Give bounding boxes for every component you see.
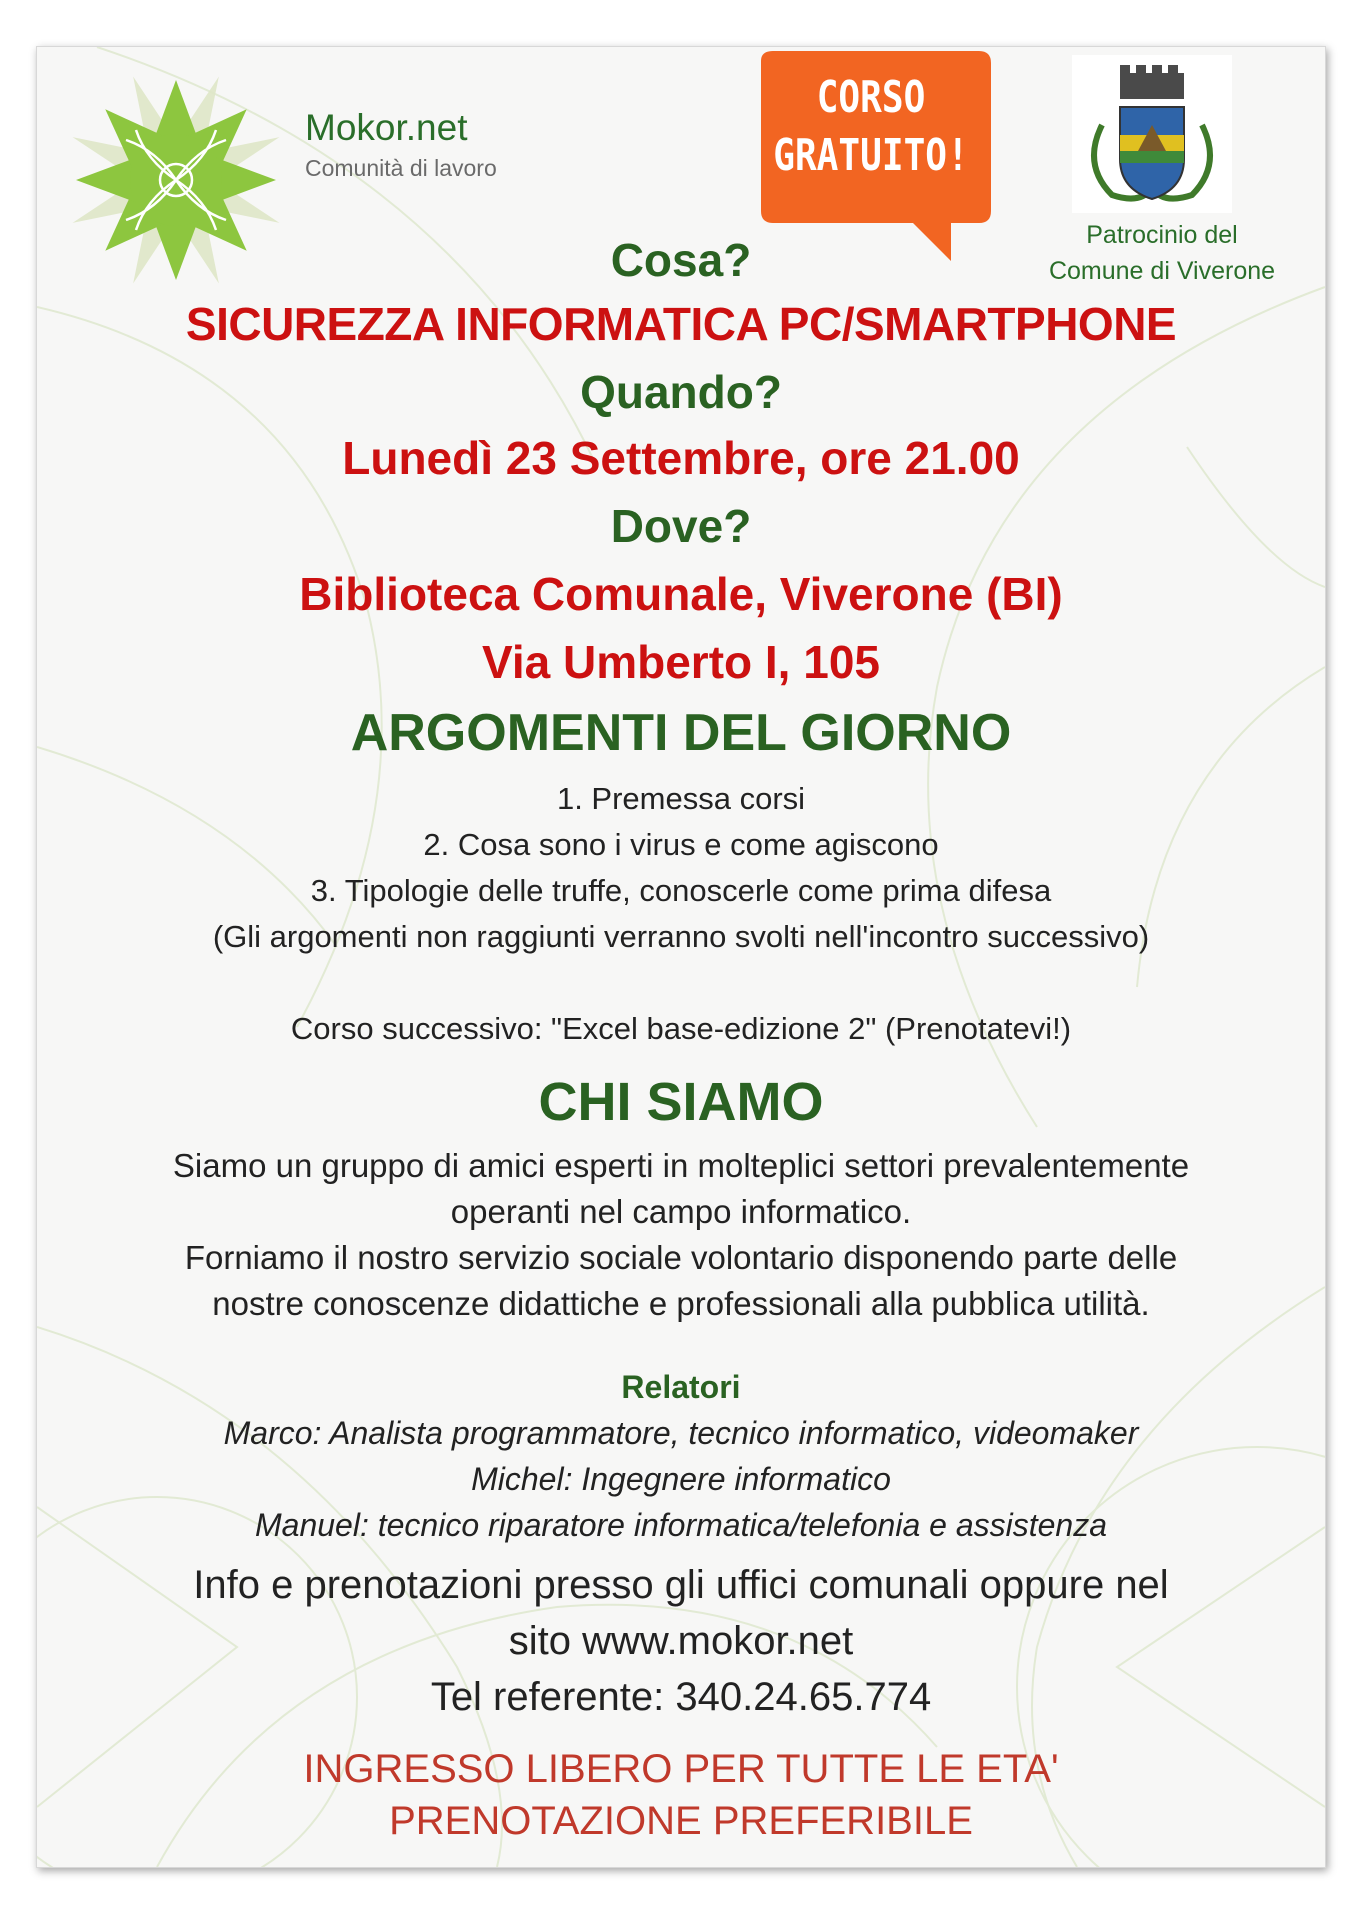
about-line: operanti nel campo informatico.: [450, 1193, 912, 1230]
speaker-item: Marco: Analista programmatore, tecnico informatico, videomaker: [223, 1415, 1139, 1451]
about-line: nostre conoscenze didattiche e professionali alla pubblica utilità.: [212, 1285, 1150, 1322]
badge-line2: GRATUITO!: [773, 130, 969, 181]
venue-address: Via Umberto I, 105: [482, 636, 880, 688]
about-title: CHI SIAMO: [538, 1072, 824, 1132]
course-title: SICUREZZA INFORMATICA PC/SMARTPHONE: [185, 298, 1177, 350]
contact-line: Info e prenotazioni presso gli uffici comunali oppure nel: [193, 1563, 1169, 1607]
free-course-badge: [773, 69, 970, 185]
speakers-title: Relatori: [621, 1369, 741, 1405]
viverone-crest-icon: [1072, 55, 1232, 213]
topics-title: ARGOMENTI DEL GIORNO: [350, 704, 1012, 762]
free-entry-note: INGRESSO LIBERO PER TUTTE LE ETA': [303, 1747, 1059, 1791]
contact-phone: Tel referente: 340.24.65.774: [430, 1675, 932, 1719]
patronage-line1: Patrocinio del: [1086, 221, 1238, 249]
speaker-item: Manuel: tecnico riparatore informatica/telefonia e assistenza: [255, 1507, 1107, 1543]
event-date: Lunedì 23 Settembre, ore 21.00: [342, 432, 1020, 484]
what-label: Cosa?: [610, 234, 752, 286]
brand-name: Mokor.net: [305, 107, 468, 148]
about-line: Forniamo il nostro servizio sociale volontario disponendo parte delle: [184, 1239, 1178, 1276]
about-line: Siamo un gruppo di amici esperti in molteplici settori prevalentemente: [172, 1147, 1190, 1184]
speaker-item: Michel: Ingegnere informatico: [471, 1461, 891, 1497]
badge-line1: CORSO: [816, 72, 926, 123]
topic-item: 3. Tipologie delle truffe, conoscerle come prima difesa: [310, 873, 1052, 908]
when-label: Quando?: [580, 366, 782, 418]
topic-item: 1. Premessa corsi: [556, 781, 806, 816]
topic-item: 2. Cosa sono i virus e come agiscono: [423, 827, 939, 862]
brand-tagline: Comunità di lavoro: [305, 155, 497, 181]
contact-website: sito www.mokor.net: [508, 1619, 854, 1663]
venue-name: Biblioteca Comunale, Viverone (BI): [299, 568, 1063, 620]
booking-note: PRENOTAZIONE PREFERIBILE: [389, 1799, 973, 1843]
flyer-sheet: [36, 46, 1326, 1868]
next-course: Corso successivo: "Excel base-edizione 2" (Prenotatevi!): [290, 1011, 1072, 1046]
topics-note: (Gli argomenti non raggiunti verranno svolti nell'incontro successivo): [212, 919, 1150, 954]
where-label: Dove?: [610, 500, 752, 552]
patronage-line2: Comune di Viverone: [1048, 257, 1276, 285]
